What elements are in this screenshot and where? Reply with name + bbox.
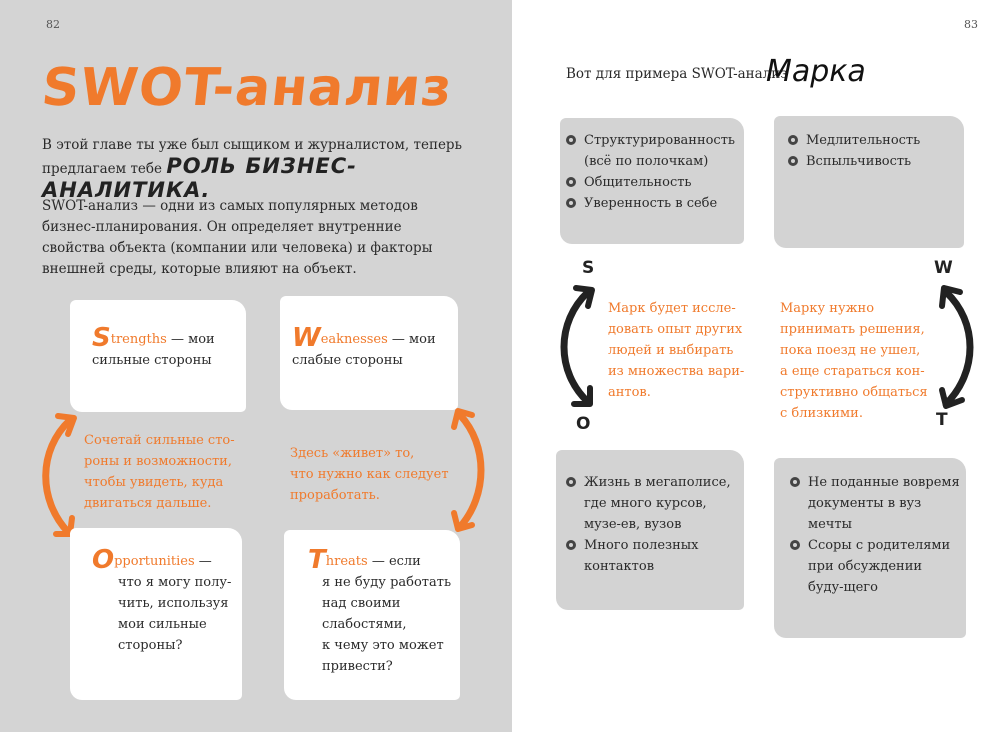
mark-note-left [608,298,758,403]
mark-note-left-line: довать опыт других [608,322,743,337]
weaknesses-letter: W [292,323,321,353]
strengths-letter: S [92,323,111,353]
strengths-desc-2: сильные стороны [92,353,212,368]
opportunities-word: pportunities [114,554,195,569]
mark-note-left-line: Марк будет иссле- [608,301,736,316]
note-left-line: роны и возможности, [84,454,232,469]
page-number-right: 83 [964,18,978,31]
strengths-text [92,323,242,371]
person-name: Марка [766,54,866,89]
mark-note-right-line: структивно общаться [780,385,928,400]
letter-w: W [934,258,953,278]
letter-o: O [576,414,591,434]
threats-desc-line: к чему это может [322,638,444,653]
opportunities-desc-line: чить, используя [118,596,229,611]
list-item: Жизнь в мегаполисе, где много курсов, музе-ев, вузов [564,472,736,535]
opportunities-desc-line: мои сильные [118,617,207,632]
note-right-line: проработать. [290,488,380,503]
note-left-line: чтобы увидеть, куда [84,475,224,490]
list-item: Структурированность (всё по полочкам) [564,130,740,172]
black-arrow-left-icon [552,282,602,412]
intro-before: В этой главе ты уже был сыщиком и журналистом, теперь предлагаем тебе [42,137,462,177]
threats-desc [308,572,458,677]
opportunities-desc-line: стороны? [118,638,183,653]
weaknesses-desc-2: слабые стороны [292,353,403,368]
mark-note-right-line: с близкими. [780,406,863,421]
swot-description: SWOT-анализ — одни из самых популярных методов бизнес-планирования. Он определяет внутренние свойства объекта (компании или человека) и факторы внешней среды, которые влияют на объект. [42,198,433,277]
page-number-left: 82 [46,18,60,31]
threats-desc-line: слабостями, [322,617,407,632]
threats-desc-line: над своими [322,596,401,611]
list-item: Медлительность [786,130,956,151]
note-left-line: Сочетай сильные сто- [84,433,235,448]
weaknesses-text [292,323,452,371]
threats-desc-line: привести? [322,659,393,674]
opportunities-desc-line: что я могу полу- [118,575,232,590]
mark-threats-list [788,472,960,598]
black-arrow-right-icon [936,280,986,414]
note-right-line: Здесь «живет» то, [290,446,415,461]
letter-t: T [936,410,948,430]
note-left-line: двигаться дальше. [84,496,212,511]
strengths-word: trengths [110,332,167,347]
threats-word: hreats [325,554,368,569]
intro-text [42,135,462,204]
threats-desc-1: — если [367,554,421,569]
mark-weaknesses-list [786,130,956,172]
mark-note-right-line: пока поезд не ушел, [780,343,921,358]
threats-desc-line: я не буду работать [322,575,452,590]
mark-strengths-list [564,130,740,214]
list-item: Ссоры с родителями при обсуждении буду-щего [788,535,960,598]
list-item: Общительность [564,172,740,193]
list-item: Не поданные вовремя документы в вуз мечты [788,472,960,535]
note-right-line: что нужно как следует [290,467,449,482]
page-title: SWOT-анализ [38,58,456,118]
right-page [512,0,1000,732]
threats-letter: T [308,545,326,575]
list-item: Много полезных контактов [564,535,736,577]
note-left [84,430,254,514]
list-item: Уверенность в себе [564,193,740,214]
example-intro: Вот для примера SWOT-анализ [566,66,788,82]
opportunities-text [92,545,242,656]
threats-text [308,545,458,677]
list-item: Вспыльчивость [786,151,956,172]
letter-s: S [582,258,595,278]
orange-arrow-right-icon [448,405,498,535]
opportunities-desc [92,572,242,656]
mark-note-right [780,298,940,424]
mark-note-left-line: людей и выбирать [608,343,734,358]
opportunities-desc-1: — [194,554,212,569]
mark-note-right-line: Марку нужно [780,301,875,316]
weaknesses-word: eaknesses [320,332,388,347]
mark-note-right-line: а еще стараться кон- [780,364,925,379]
mark-note-left-line: антов. [608,385,651,400]
mark-note-right-line: принимать решения, [780,322,925,337]
note-right [290,443,460,506]
mark-opportunities-list [564,472,736,577]
weaknesses-desc-1: — мои [387,332,436,347]
opportunities-letter: O [92,545,115,575]
strengths-desc-1: — мои [166,332,215,347]
orange-arrow-left-icon [28,410,88,540]
intro-highlight: РОЛЬ БИЗНЕС-АНАЛИТИКА. [42,154,357,202]
mark-note-left-line: из множества вари- [608,364,745,379]
